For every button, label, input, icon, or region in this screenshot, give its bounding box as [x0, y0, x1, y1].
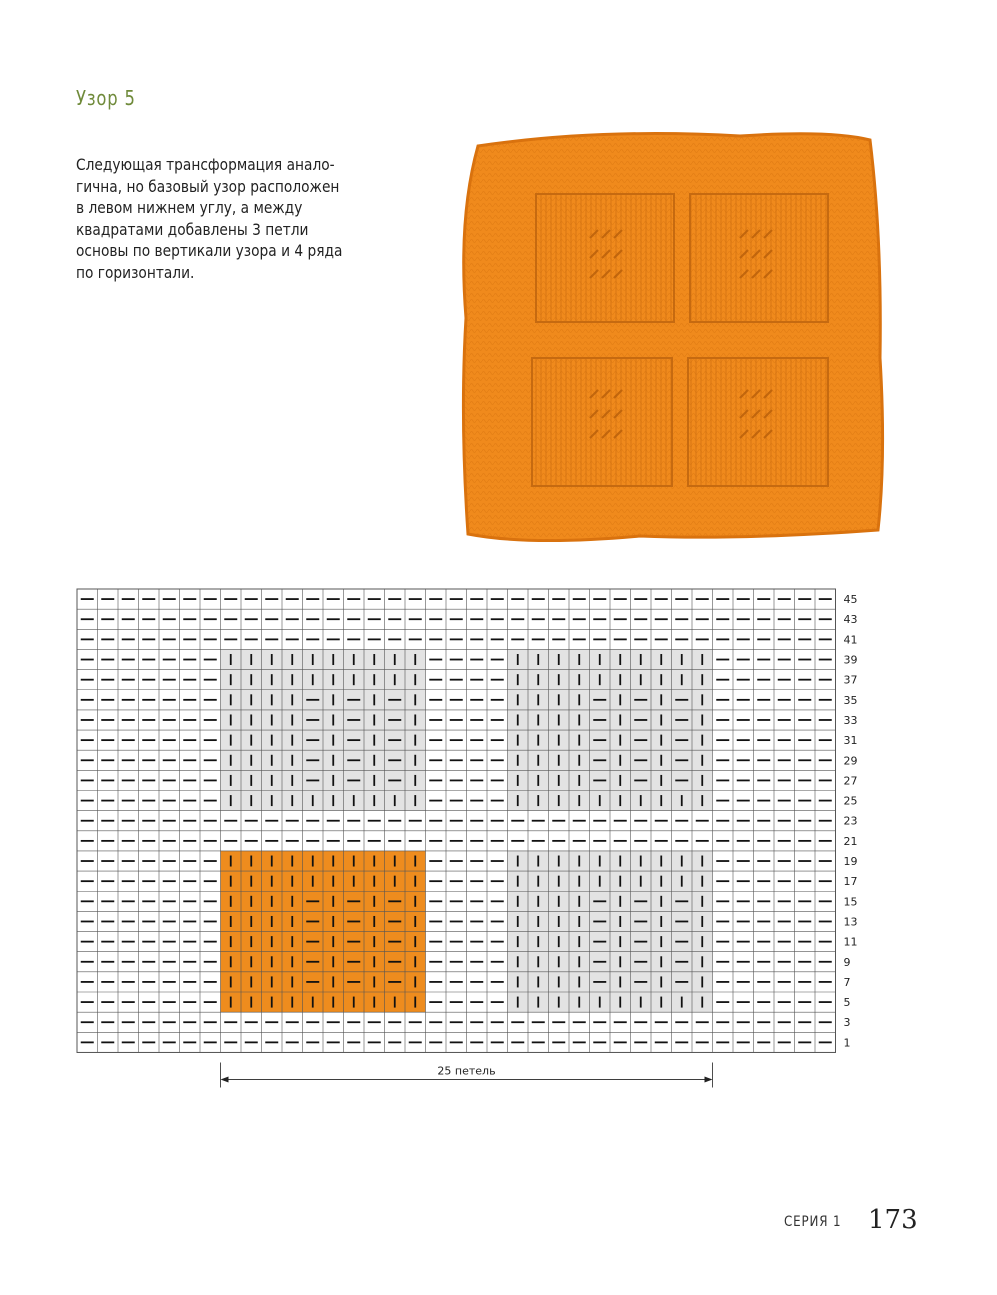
row-number-label: 43: [843, 613, 858, 627]
row-number-label: 35: [843, 693, 858, 707]
row-number-label: 3: [843, 1016, 851, 1030]
row-number-label: 45: [843, 593, 858, 607]
dimension-arrow-left: [221, 1076, 229, 1082]
row-number-label: 11: [843, 935, 858, 949]
row-number-label: 27: [843, 774, 858, 788]
row-number-label: 31: [843, 734, 858, 748]
row-number-label: 15: [843, 895, 858, 909]
pattern-title: Узор 5: [76, 86, 136, 110]
description-line: Следующая трансформация анало-: [76, 155, 335, 174]
row-number-label: 25: [843, 794, 858, 808]
row-number-label: 17: [843, 875, 858, 889]
row-number-label: 5: [843, 996, 851, 1010]
width-label: 25 петель: [437, 1064, 496, 1078]
row-number-label: 1: [843, 1036, 851, 1050]
row-number-label: 23: [843, 814, 858, 828]
dimension-arrow-right: [705, 1076, 713, 1082]
description-line: квадратами добавлены 3 петли: [76, 219, 309, 239]
description-line: по горизонтали.: [76, 262, 195, 282]
description-line: гична, но базовый узор расположен: [76, 176, 340, 196]
row-number-label: 41: [843, 633, 858, 647]
description-line: основы по вертикали узора и 4 ряда: [76, 241, 343, 260]
row-number-label: 37: [843, 673, 858, 687]
row-number-label: 33: [843, 713, 858, 727]
row-number-label: 9: [843, 955, 851, 969]
description-line: в левом нижнем углу, а между: [76, 198, 303, 217]
row-number-label: 7: [843, 975, 851, 989]
row-number-label: 13: [843, 915, 858, 929]
row-number-label: 29: [843, 754, 858, 768]
row-number-label: 19: [843, 855, 858, 869]
row-number-label: 39: [843, 653, 858, 667]
series-label: СЕРИЯ 1: [784, 1214, 842, 1230]
row-number-label: 21: [843, 834, 858, 848]
page-number: 173: [868, 1205, 918, 1235]
